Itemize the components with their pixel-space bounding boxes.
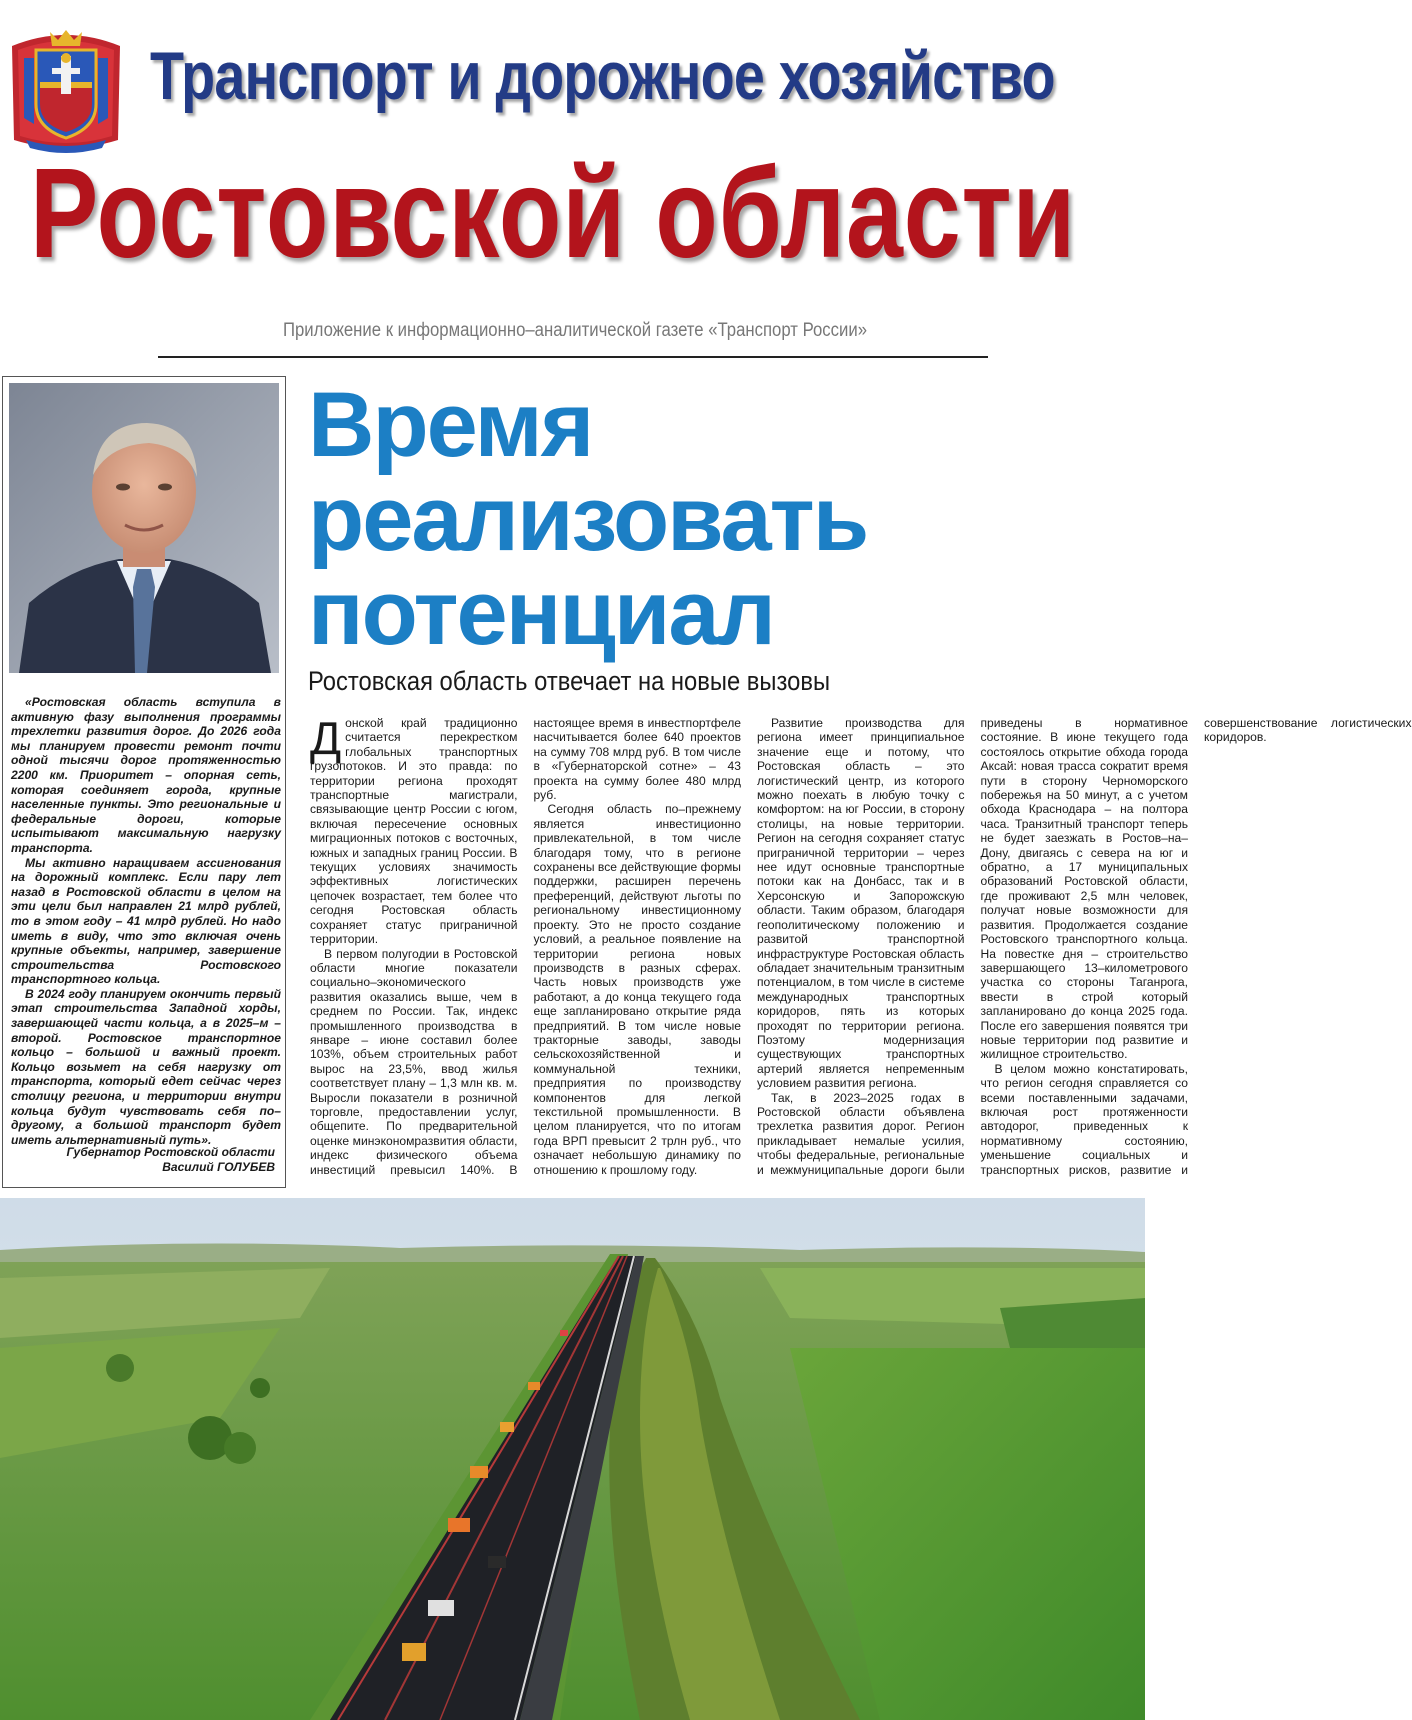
governor-portrait [9, 383, 279, 673]
article-paragraph: В целом можно констатировать, что регион сегодня справляется со всеми поставленными задачами, включая рост протяженности автодорог, приведенных к нормативному состоянию, уменьшение социальных и транспортных рисков, развитие и совершенствование логистических коридоров. [980, 716, 1412, 1177]
quote-paragraph: В 2024 году планируем окончить первый этап строительства Западной хорды, завершающей части кольца, а в 2025–м – второй. Ростовское транспортное кольцо – большой и важный проект. Кольцо возьмет на себя нагрузку от транспорта, который едет сейчас через столицу региона, и территории внутри кольца будут чувствовать себя по–другому, а большой транспорт будет иметь альтернативный путь». [11, 986, 281, 1147]
quote-signature [5, 1145, 275, 1175]
divider [158, 356, 988, 358]
article-headline [308, 374, 1008, 664]
governor-quote-box [2, 376, 286, 1188]
quote-paragraph: «Ростовская область вступила в активную фазу выполнения программы трехлетки развития дорог. До 2026 года мы планируем провести ремонт почти одной тысячи дорог протяженностью 2200 км. Приоритет – опорная сеть, которая соединяет города, крупные населенные пункты. Это региональные и федеральные дороги, которые испытывают максимальную нагрузку транспорта. [11, 695, 281, 855]
road-construction-photo [0, 1198, 1145, 1720]
governor-quote [11, 695, 281, 1147]
masthead-region: Ростовской области [30, 142, 1077, 285]
headline-line: Время [308, 374, 593, 476]
signature-name: Василий ГОЛУБЕВ [162, 1160, 275, 1174]
article-paragraph: В первом полугодии в Ростовской области многие показатели социально–экономического развития оказались выше, чем в среднем по России. Так, индекс промышленного производства в январе – июне составил более 103%, объем строительных работ вырос на 23,5%, ввод жилья соответствует плану – 1,3 млн кв. м. Выросли показатели в розничной торговле, предоставлении услуг, общепите. По предварительной оценке минэкономразвития области, индекс физического объема инвестиций превысил 140%. В настоящее время в инвестпортфеле насчитывается более 640 проектов на сумму 708 млрд руб. В том числе в «Губернаторской сотне» – 43 проекта на сумму более 480 млрд руб. [310, 716, 741, 1177]
headline-line: потенциал [308, 562, 774, 664]
supplement-note: Приложение к информационно–аналитической газете «Транспорт России» [282, 320, 867, 341]
article-paragraph: Так, в 2023–2025 годах в Ростовской области объявлена трехлетка развития дорог. Регион прикладывает немалые усилия, чтобы федеральные, региональные и межмуниципальные дороги были приведены в нормативное состояние. В июне текущего года состоялось открытие обхода города Аксай: новая трасса сократит время пути в сторону Черноморского побережья на 50 минут, а с учетом обхода Краснодара – на полтора часа. Транзитный транспорт теперь не будет заезжать в Ростов–на–Дону, двигаясь с севера на юг и обратно, а 17 муниципальных образований Ростовской области, где проживают 2,5 млн человек, получат новые возможности для развития. Продолжается создание Ростовского транспортного кольца. На повестке дня – строительство завершающего 13–километрового участка со стороны Таганрога, ввести в строй который запланировано до конца 2025 года. После его завершения появятся три новые территории под развитие и жилищное строительство. [757, 716, 1188, 1177]
article-paragraph [310, 712, 518, 947]
article-subhead: Ростовская область отвечает на новые вызовы [308, 666, 831, 696]
quote-paragraph: Мы активно наращиваем ассигнования на дорожный комплекс. Если пару лет назад в Ростовской области в целом на эти цели был направлен 21 млрд рублей, то в этом году – 41 млрд рублей. Но надо иметь в виду, что это включая очень крупные объекты, например, завершение строительства Ростовского транспортного кольца. [11, 855, 281, 987]
masthead-title: Транспорт и дорожное хозяйство [150, 38, 1055, 114]
article-paragraph: Сегодня область по–прежнему является инвестиционно привлекательной, в том числе благодаря тому, что в регионе сохранены все действующие формы поддержки, расширен перечень преференций, действуют льготы по региональному инвестиционному проекту. Это не просто создание условий, а реальное появление на территории региона новых производств в разных сферах. Часть новых производств уже работают, а до конца текущего года еще запланировано открытие ряда предприятий. В том числе новые тракторные заводы, заводы сельскохозяйственной и коммунальной техники, предприятия по производству компонентов для легкой текстильной промышленности. В целом планируется, что по итогам года ВРП превысит 2 трлн руб., что означает небольшую динамику по отношению к прошлому году. [533, 802, 741, 1177]
drop-cap: Д [310, 712, 342, 764]
first-paragraph-text: онской край традиционно считается перекрестком глобальных транспортных грузопотоков. И это правда: по территории региона проходят транспортные магистрали, связывающие центр России с югом, включая пересечение основных миграционных потоков с восточных, южных и западных границ России. В текущих условиях значимость эффективных логистических цепочек возрастает, тем более что сегодня Ростовская область сохраняет статус приграничной территории. [310, 716, 518, 947]
signature-position: Губернатор Ростовской области [66, 1145, 275, 1159]
article-paragraph: Развитие производства для региона имеет принципиальное значение еще и потому, что Ростовская область – это логистический центр, из которого можно поехать в любую точку с комфортом: на юг России, в сторону столицы, на новые территории. Регион на сегодня сохраняет статус приграничной территории – через нее идут основные транспортные потоки как на Донбасс, так и в Херсонскую и Запорожскую области. Таким образом, благодаря геополитическому положению и развитой транспортной инфраструктуре Ростовская область обладает значительным транзитным потенциалом, в том числе в системе международных транспортных коридоров, пять из которых проходят по территории региона. Поэтому модернизация существующих транспортных артерий является непременным условием развития региона. [757, 716, 965, 1091]
coat-of-arms-icon [6, 28, 126, 152]
article-body [310, 712, 1412, 1178]
headline-line: реализовать [308, 468, 868, 570]
